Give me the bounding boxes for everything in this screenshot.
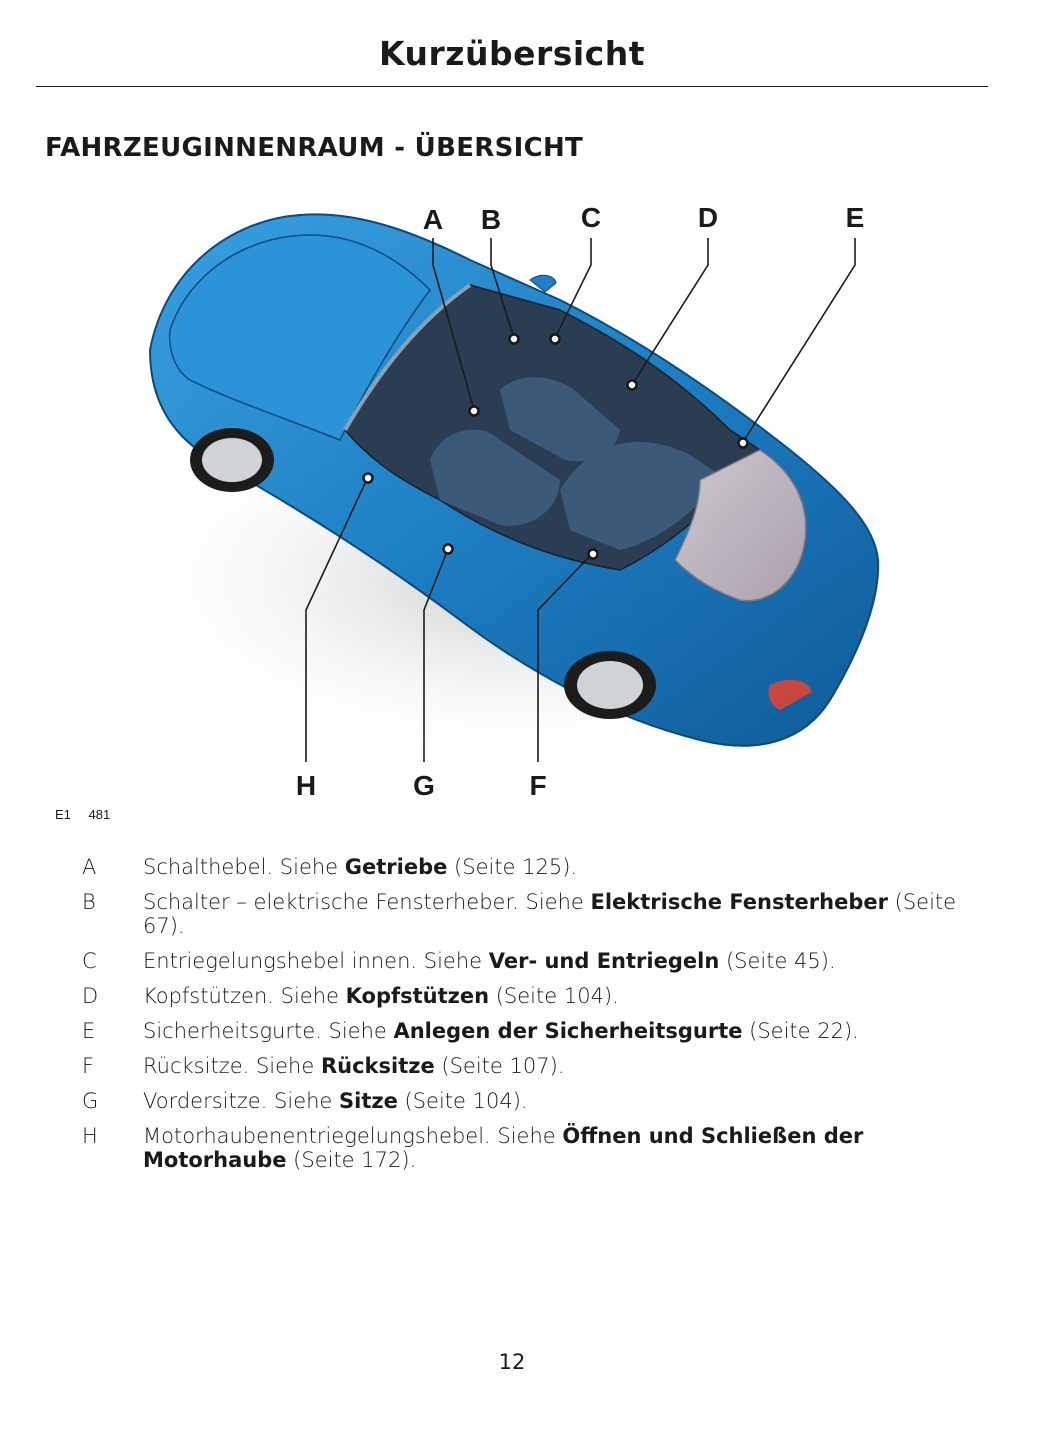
front-wheel-rim [202,438,262,482]
legend-link[interactable]: Elektrische Fensterheber [590,890,888,914]
legend-key: D [82,984,99,1008]
legend-key: A [82,855,97,879]
figure-label-a: A [422,204,444,235]
legend-text: Schalter – elektrische Fensterheber. Siehe [143,890,591,914]
legend-key: H [82,1124,98,1148]
rear-wheel-rim [577,661,643,709]
legend-text: Motorhaubenentriegelungshebel. Siehe [143,1124,563,1148]
legend-link[interactable]: Anlegen der Sicherheitsgurte [393,1019,743,1043]
figure-label-b: B [480,204,502,235]
legend-link[interactable]: Getriebe [344,855,448,879]
legend-page: (Seite 45). [719,949,836,973]
figure-label-d: D [697,202,719,233]
legend-item-c [0,949,1056,973]
legend-page: (Seite 172). [286,1148,417,1172]
legend-list [0,855,1056,1183]
callout-dot-h [364,474,373,483]
legend-text: Rücksitze. Siehe [143,1054,321,1078]
legend-item-h [0,1124,1056,1172]
callout-dot-d [628,381,637,390]
page-title: Kurzübersicht [378,34,646,73]
figure-label-e: E [845,202,865,233]
figure-reference [55,807,110,822]
legend-text: Vordersitze. Siehe [143,1089,340,1113]
legend-page: (Seite 104). [489,984,619,1008]
figure-label-c: C [580,202,602,233]
title-divider [36,86,988,87]
legend-key: B [82,890,96,914]
figure-label-f: F [529,770,547,801]
figure-label-g: G [413,770,435,801]
callout-dot-e [739,439,748,448]
legend-item-b [0,890,1056,938]
callout-dot-b [510,335,519,344]
legend-text: Entriegelungshebel innen. Siehe [143,949,489,973]
legend-text: Kopfstützen. Siehe [143,984,346,1008]
legend-page: (Seite 104). [397,1089,528,1113]
figure-ref-number: 481 [88,807,111,822]
figure-ref-code: E1 [55,807,71,822]
legend-key: F [82,1054,95,1078]
legend-item-d [0,984,1056,1008]
figure-label-h: H [295,770,317,801]
legend-text: Sicherheitsgurte. Siehe [143,1019,394,1043]
legend-key: G [82,1089,99,1113]
legend-link[interactable]: Kopfstützen [345,984,490,1008]
legend-link[interactable]: Rücksitze [320,1054,435,1078]
legend-link[interactable]: Ver- und Entriegeln [488,949,720,973]
legend-item-e [0,1019,1056,1043]
callout-dot-g [444,545,453,554]
car-illustration [0,180,1056,830]
callout-dot-a [470,407,479,416]
legend-page: (Seite 22). [742,1019,859,1043]
legend-link[interactable]: Öffnen und Schließen der Motorhaube [143,1124,864,1172]
legend-link[interactable]: Sitze [339,1089,398,1113]
page-number: 12 [498,1350,526,1374]
legend-key: C [82,949,97,973]
legend-item-f [0,1054,1056,1078]
legend-page: (Seite 67). [143,890,957,938]
legend-text: Schalthebel. Siehe [143,855,345,879]
legend-page: (Seite 125). [447,855,578,879]
callout-line-e [743,238,855,442]
legend-item-a [0,855,1056,879]
legend-page: (Seite 107). [434,1054,565,1078]
legend-item-g [0,1089,1056,1113]
car-interior-figure [0,180,1056,830]
callout-dot-c [551,335,560,344]
section-heading: FAHRZEUGINNENRAUM - ÜBERSICHT [45,133,584,163]
callout-dot-f [589,550,598,559]
legend-key: E [82,1019,96,1043]
